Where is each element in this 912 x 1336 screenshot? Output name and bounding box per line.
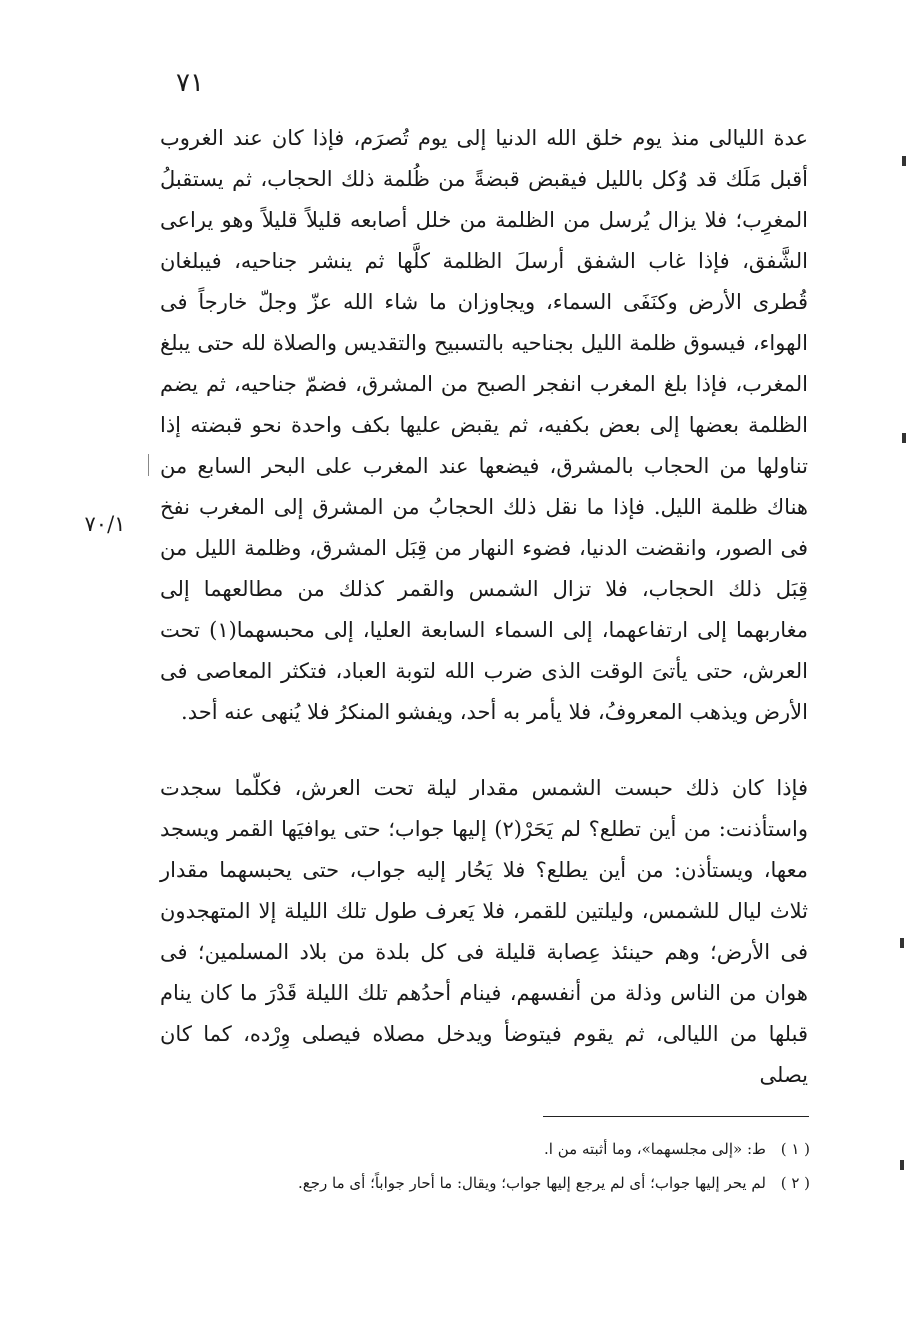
footnote-number: ( ٢ ) [780, 1174, 810, 1192]
text-line: إلى بعض بكفيه، ثم يقبض عليها بكف واحدة نحو قبضته إذا تناولها من [160, 413, 808, 478]
text-line: الله لتوبة العباد، فتكثر المعاصى فى الأرض ويذهب المعروفُ، فلا يأمر به [160, 659, 808, 724]
text-line: فإذا كان ذلك حبست الشمس مقدار ليلة تحت العرش، فكلّما سجدت [160, 776, 808, 800]
margin-mark [900, 938, 904, 948]
footnotes [160, 1132, 810, 1200]
text-line: الشَّفق، فإذا غاب الشفق أرسلَ الظلمة كلَّها ثم ينشر جناحيه، فيبلغان قُطرى [160, 249, 808, 314]
text-line: ظلمة الليل بجناحيه بالتسبيح والتقديس والصلاة لله حتى يبلغ المغرب، فإذا [160, 331, 808, 396]
text-line: المغرِب؛ فلا يزال يُرسل من الظلمة من خلل أصابعه قليلاً قليلاً وهو يراعى [160, 208, 808, 232]
margin-mark [902, 156, 906, 166]
text-line: وانقضت الدنيا، فضوء النهار من قِبَل المشرق، وظلمة الليل من قِبَل ذلك الحجاب، [160, 536, 808, 601]
text-line: ثلاث ليال للشمس، وليلتين للقمر، فلا يَعرف طول تلك الليلة إلا المتهجدون [160, 899, 808, 923]
text-line: أقبل مَلَك قد وُكل بالليل فيقبض قبضةً من ظُلمة ذلك الحجاب، ثم يستقبلُ [160, 167, 808, 191]
margin-mark [900, 1160, 904, 1170]
margin-reference: ٧٠/١ [84, 512, 126, 536]
footnote-text: ط: «إلى مجلسهما»، وما أثبته من ا. [544, 1140, 766, 1158]
text-line: الحجاب بالمشرق، فيضعها عند المغرب على البحر السابع من هناك ظلمة [160, 454, 808, 519]
margin-mark [902, 433, 906, 443]
paragraph-1 [160, 118, 808, 733]
page-number: ٧١ [176, 68, 204, 98]
text-line: أحد، ويفشو المنكرُ فلا يُنهى عنه أحد. [181, 700, 497, 724]
text-line: عدة الليالى منذ يوم خلق الله الدنيا إلى يوم تُصرَم، فإذا كان عند الغروب [160, 126, 808, 150]
margin-tick [148, 454, 149, 476]
text-line: معها، ويستأذن: من أين يطلع؟ فلا يَحُار إليه جواب، حتى يحبسهما مقدار [160, 858, 808, 882]
text-line: بلغ المغرب انفجر الصبح من المشرق، فضمّ جناحيه، ثم يضم الظلمة بعضها [160, 372, 808, 437]
footnote-2 [160, 1166, 810, 1200]
text-line: الليل. فإذا ما نقل ذلك الحجابُ من المشرق إلى المغرب نفخ فى الصور، [160, 495, 809, 560]
footnote-text: لم يحر إليها جواب؛ أى لم يرجع إليها جواب؛ ويقال: ما أحار جواباً؛ أى ما رجع. [298, 1174, 766, 1192]
paragraph-2 [160, 768, 808, 1096]
text-line: واستأذنت: من أين تطلع؟ لم يَحَرْ(٢) إليها جواب؛ حتى يوافيَها القمر ويسجد [160, 817, 808, 841]
text-line: فى الأرض؛ وهم حينئذ عِصابة قليلة فى كل بلدة من بلاد المسلمين؛ فى [160, 940, 808, 964]
text-line: الأرض وكنَفَى السماء، ويجاوزان ما شاء الله عزّ وجلّ خارجاً فى الهواء، فيسوق [160, 290, 808, 355]
footnote-1 [160, 1132, 810, 1166]
text-line: قبلها من الليالى، ثم يقوم فيتوضأ ويدخل مصلاه فيصلى وِرْده، كما كان يصلى [160, 1022, 808, 1087]
footnote-divider [543, 1116, 809, 1117]
main-text [160, 118, 808, 1096]
text-line: هوان من الناس وذلة من أنفسهم، فينام أحدُهم تلك الليلة قَدْرَ ما كان ينام [160, 981, 808, 1005]
footnote-number: ( ١ ) [780, 1140, 810, 1158]
text-line: فلا تزال الشمس والقمر كذلك من مطالعهما إلى مغاربهما إلى ارتفاعهما، إلى [160, 577, 808, 642]
text-line: السماء السابعة العليا، إلى محبسهما(١) تحت العرش، حتى يأتىَ الوقت الذى ضرب [160, 618, 808, 683]
